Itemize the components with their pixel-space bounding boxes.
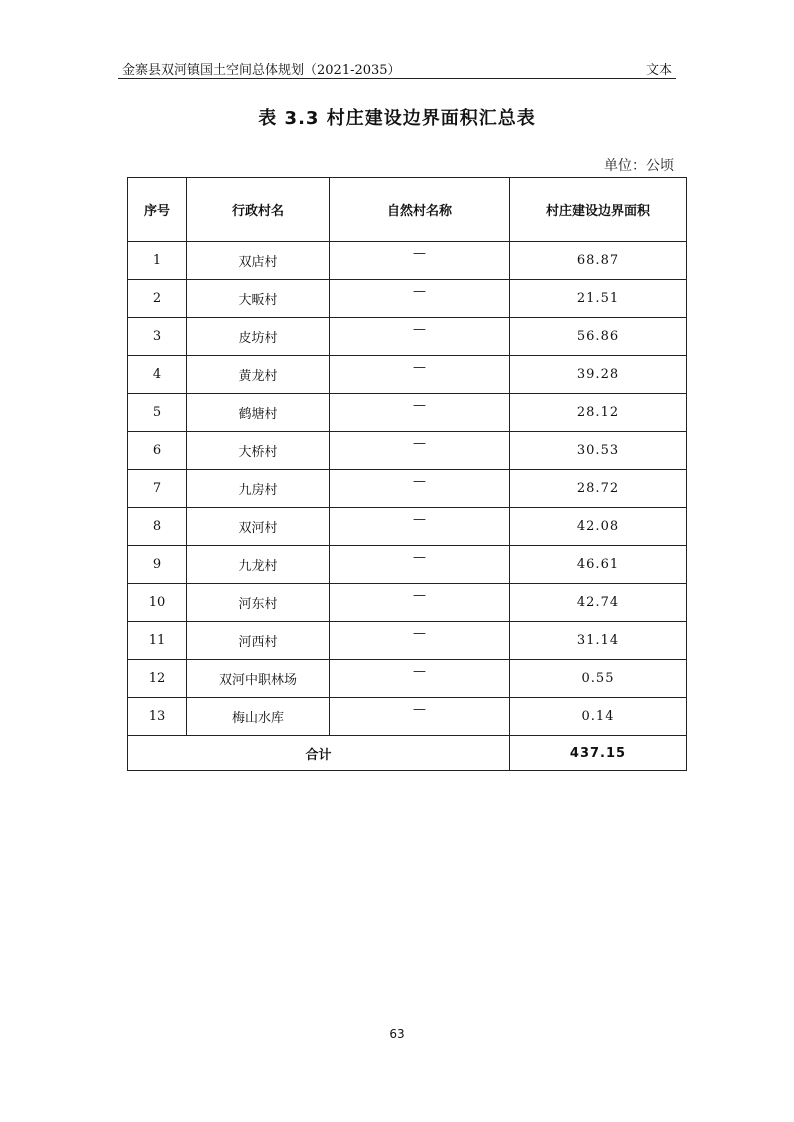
cell-serial-number: 2 [128,280,187,318]
cell-administrative-village: 黄龙村 [187,356,330,394]
cell-natural-village: — [330,622,510,660]
cell-boundary-area: 39.28 [510,356,687,394]
table-row [128,660,687,698]
cell-boundary-area: 42.74 [510,584,687,622]
table-header-row [128,178,687,242]
cell-natural-village: — [330,432,510,470]
cell-administrative-village: 河西村 [187,622,330,660]
cell-natural-village: — [330,318,510,356]
header-administrative-village: 行政村名 [187,178,330,242]
cell-serial-number: 7 [128,470,187,508]
table-row [128,280,687,318]
table-row [128,318,687,356]
table-row [128,356,687,394]
total-value: 437.15 [510,736,687,771]
cell-boundary-area: 68.87 [510,242,687,280]
table-row [128,432,687,470]
cell-boundary-area: 46.61 [510,546,687,584]
cell-natural-village: — [330,356,510,394]
header-serial-number: 序号 [128,178,187,242]
cell-natural-village: — [330,584,510,622]
cell-serial-number: 6 [128,432,187,470]
cell-serial-number: 4 [128,356,187,394]
cell-natural-village: — [330,508,510,546]
cell-serial-number: 12 [128,660,187,698]
table-title: 表 3.3 村庄建设边界面积汇总表 [258,108,536,129]
cell-boundary-area: 28.72 [510,470,687,508]
cell-boundary-area: 21.51 [510,280,687,318]
cell-boundary-area: 0.55 [510,660,687,698]
cell-serial-number: 11 [128,622,187,660]
cell-serial-number: 1 [128,242,187,280]
table-row [128,470,687,508]
cell-administrative-village: 大桥村 [187,432,330,470]
header-section-label: 文本 [645,63,672,78]
cell-administrative-village: 双河村 [187,508,330,546]
cell-serial-number: 9 [128,546,187,584]
cell-serial-number: 13 [128,698,187,736]
cell-administrative-village: 双店村 [187,242,330,280]
cell-administrative-village: 梅山水库 [187,698,330,736]
cell-administrative-village: 双河中职林场 [187,660,330,698]
cell-boundary-area: 28.12 [510,394,687,432]
cell-boundary-area: 56.86 [510,318,687,356]
cell-natural-village: — [330,698,510,736]
cell-serial-number: 10 [128,584,187,622]
cell-administrative-village: 河东村 [187,584,330,622]
page-header [118,58,676,79]
cell-natural-village: — [330,394,510,432]
total-label: 合计 [128,736,510,771]
cell-administrative-village: 大畈村 [187,280,330,318]
page-number: 63 [389,1027,405,1041]
header-boundary-area: 村庄建设边界面积 [510,178,687,242]
cell-boundary-area: 0.14 [510,698,687,736]
cell-boundary-area: 30.53 [510,432,687,470]
cell-natural-village: — [330,280,510,318]
cell-serial-number: 8 [128,508,187,546]
cell-serial-number: 3 [128,318,187,356]
table-row [128,698,687,736]
table-row [128,508,687,546]
table-total-row [128,736,687,771]
table-row [128,242,687,280]
cell-administrative-village: 九龙村 [187,546,330,584]
table-body [128,242,687,736]
table-row [128,584,687,622]
table-row [128,622,687,660]
cell-natural-village: — [330,470,510,508]
village-boundary-area-table [127,177,687,771]
cell-natural-village: — [330,546,510,584]
cell-administrative-village: 九房村 [187,470,330,508]
header-natural-village: 自然村名称 [330,178,510,242]
table-row [128,546,687,584]
table-row [128,394,687,432]
cell-administrative-village: 鹤塘村 [187,394,330,432]
cell-administrative-village: 皮坊村 [187,318,330,356]
unit-label: 单位：公顷 [604,158,674,174]
cell-boundary-area: 42.08 [510,508,687,546]
header-document-title: 金寨县双河镇国土空间总体规划（2021-2035） [122,63,401,78]
cell-serial-number: 5 [128,394,187,432]
cell-natural-village: — [330,660,510,698]
cell-boundary-area: 31.14 [510,622,687,660]
cell-natural-village: — [330,242,510,280]
